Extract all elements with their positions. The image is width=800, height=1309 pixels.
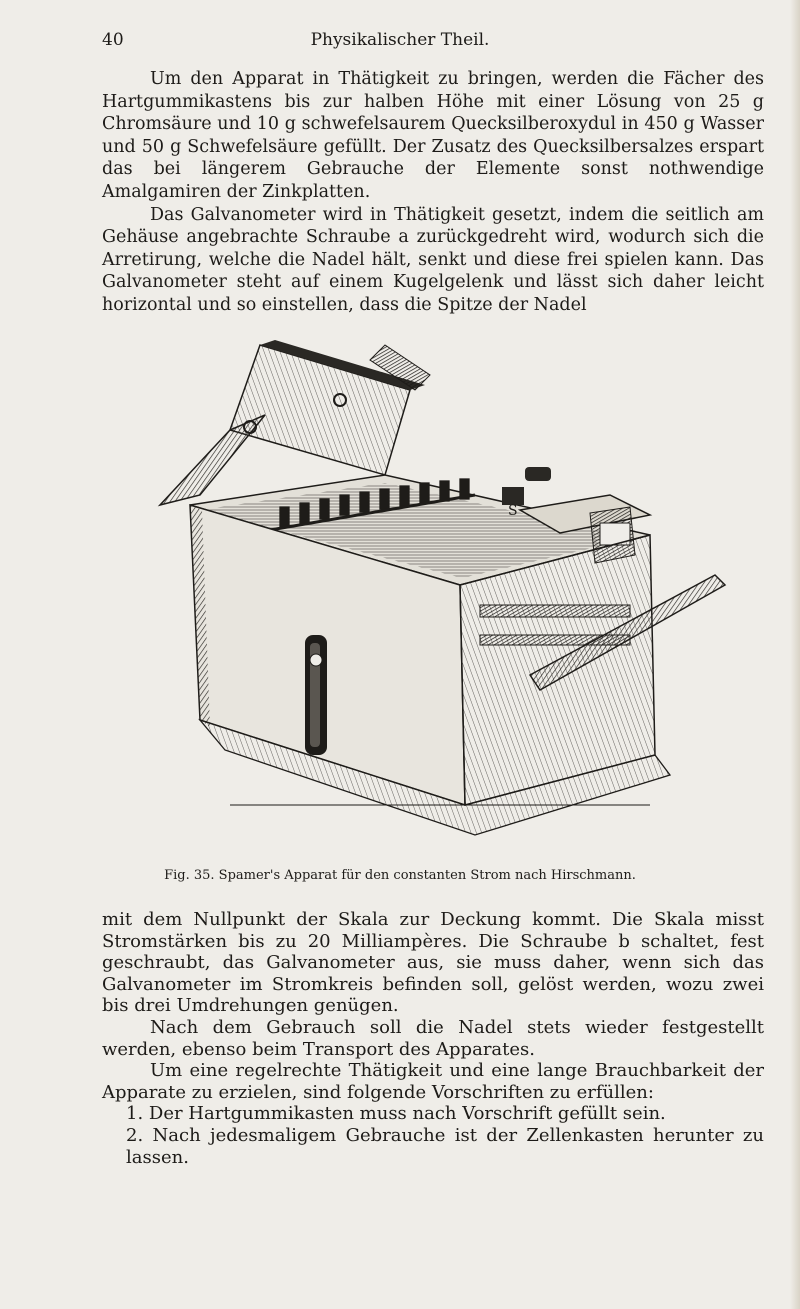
paragraph-filling-solution: Um den Apparat in Thätigkeit zu bringen, werden die Fächer des Hartgummikastens bis zur halben Höhe mit einer Lösung von 25 g Chromsäure und 10 g schwefelsaurem Quecksilberoxydul in 450 g Wasser und 50 g Schwefelsäure gefüllt. Der Zusatz des Quecksilbersalzes erspart das bei längerem Gebrauche der Elemente sonst nothwendige Amalgamiren der Zinkplatten. [102, 69, 764, 202]
figure-caption: Fig. 35. Spamer's Apparat für den constanten Strom nach Hirschmann. [164, 868, 636, 883]
top-text-block [102, 68, 764, 317]
page-number: 40 [102, 30, 124, 50]
paragraph-continuation: mit dem Nullpunkt der Skala zur Deckung kommt. Die Skala misst Stromstärken bis zu 20 Milliampères. Die Schraube b schaltet, fest geschraubt, das Galvanometer aus, sie muss daher, wenn sich das Galvanometer im Stromkreis befinden soll, gelöst werden, wozu zwei bis drei Umdrehungen genügen. [102, 909, 764, 1017]
left-side-lid [160, 415, 265, 505]
bottom-text-block [102, 909, 764, 1168]
page-edge-shadow [790, 0, 800, 1309]
paragraph-needle: Nach dem Gebrauch soll die Nadel stets wieder festgestellt werden, ebenso beim Transport des Apparates. [102, 1016, 764, 1060]
figure-label-s: S [508, 503, 518, 519]
running-head [0, 30, 800, 54]
paragraph-instructions: Um eine regelrechte Thätigkeit und eine lange Brauchbarkeit der Apparate zu erzielen, sind folgende Vorschriften zu erfüllen: [102, 1060, 764, 1103]
paragraph-galvanometer: Das Galvanometer wird in Thätigkeit gesetzt, indem die seitlich am Gehäuse angebrachte Schraube a zurückgedreht wird, wodurch sich die Arretirung, welche die Nadel hält, senkt und diese frei spielen kann. Das Galvanometer steht auf einem Kugelgelenk und lässt sich daher leicht horizontal und so einstellen, dass die Spitze der Nadel [102, 204, 764, 315]
apparatus-engraving [130, 335, 730, 850]
list-item: 1. Der Hartgummikasten muss nach Vorschrift gefüllt sein. [126, 1103, 666, 1125]
running-title: Physikalischer Theil. [310, 30, 490, 50]
list-item: 2. Nach jedesmaligem Gebrauche ist der Zellenkasten herunter zu lassen. [126, 1124, 764, 1168]
